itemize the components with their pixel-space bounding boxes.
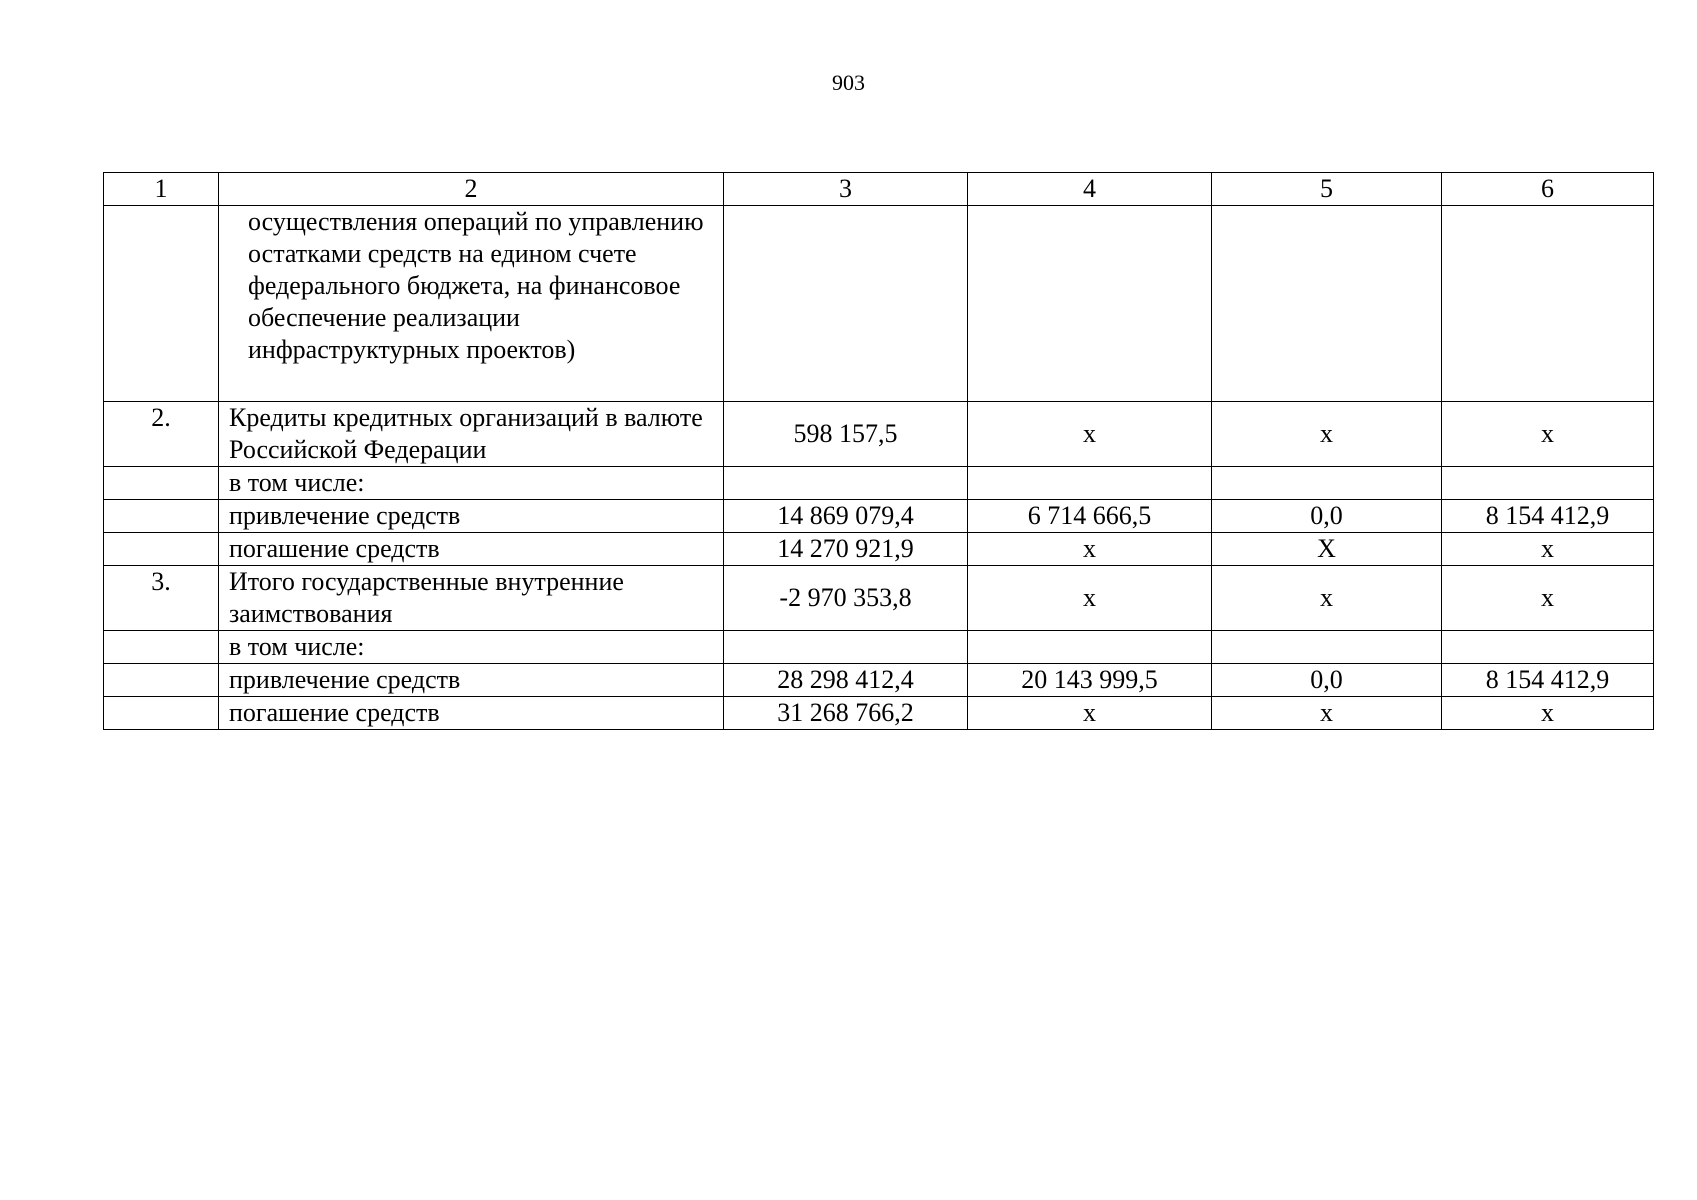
row-name: привлечение средств bbox=[219, 664, 724, 697]
table-row bbox=[104, 467, 1654, 500]
row-number bbox=[104, 500, 219, 533]
table-row bbox=[104, 206, 1654, 402]
row-name: Кредиты кредитных организаций в валюте Российской Федерации bbox=[219, 402, 724, 467]
cell-value bbox=[724, 631, 968, 664]
row-number: 3. bbox=[104, 566, 219, 631]
cell-value bbox=[724, 467, 968, 500]
cell-value bbox=[1212, 631, 1442, 664]
cell-value bbox=[968, 206, 1212, 402]
cell-value: х bbox=[1442, 533, 1654, 566]
borrowings-table bbox=[103, 172, 1654, 730]
cell-value: х bbox=[1442, 566, 1654, 631]
cell-value: х bbox=[968, 533, 1212, 566]
row-name: погашение средств bbox=[219, 697, 724, 730]
column-header: 2 bbox=[219, 173, 724, 206]
row-number bbox=[104, 533, 219, 566]
cell-value bbox=[968, 631, 1212, 664]
row-name: Итого государственные внутренние заимствования bbox=[219, 566, 724, 631]
column-header: 3 bbox=[724, 173, 968, 206]
row-name: осуществления операций по управлению остатками средств на едином счете федерального бюджета, на финансовое обеспечение реализации инфраструктурных проектов) bbox=[219, 206, 724, 402]
table-row bbox=[104, 664, 1654, 697]
table-row bbox=[104, 697, 1654, 730]
row-number bbox=[104, 664, 219, 697]
cell-value: 28 298 412,4 bbox=[724, 664, 968, 697]
cell-value: 31 268 766,2 bbox=[724, 697, 968, 730]
cell-value: х bbox=[968, 402, 1212, 467]
page-number: 903 bbox=[832, 70, 865, 95]
table-row bbox=[104, 566, 1654, 631]
column-header: 6 bbox=[1442, 173, 1654, 206]
cell-value: 14 869 079,4 bbox=[724, 500, 968, 533]
cell-value bbox=[968, 467, 1212, 500]
cell-value: 598 157,5 bbox=[724, 402, 968, 467]
column-header: 5 bbox=[1212, 173, 1442, 206]
cell-value bbox=[724, 206, 968, 402]
cell-value bbox=[1212, 206, 1442, 402]
cell-value bbox=[1442, 206, 1654, 402]
row-name: в том числе: bbox=[219, 631, 724, 664]
row-name: привлечение средств bbox=[219, 500, 724, 533]
table-row bbox=[104, 402, 1654, 467]
cell-value: 20 143 999,5 bbox=[968, 664, 1212, 697]
table-row bbox=[104, 631, 1654, 664]
table-row bbox=[104, 533, 1654, 566]
cell-value: -2 970 353,8 bbox=[724, 566, 968, 631]
cell-value bbox=[1442, 467, 1654, 500]
cell-value: х bbox=[1212, 566, 1442, 631]
row-name: погашение средств bbox=[219, 533, 724, 566]
cell-value bbox=[1442, 631, 1654, 664]
row-number bbox=[104, 467, 219, 500]
cell-value: х bbox=[1442, 402, 1654, 467]
cell-value: х bbox=[968, 566, 1212, 631]
row-number bbox=[104, 697, 219, 730]
cell-value: х bbox=[1212, 697, 1442, 730]
cell-value: 14 270 921,9 bbox=[724, 533, 968, 566]
table-row bbox=[104, 500, 1654, 533]
cell-value: х bbox=[1442, 697, 1654, 730]
cell-value: х bbox=[1212, 402, 1442, 467]
cell-value: х bbox=[968, 697, 1212, 730]
cell-value: 8 154 412,9 bbox=[1442, 664, 1654, 697]
row-number: 2. bbox=[104, 402, 219, 467]
cell-value: Х bbox=[1212, 533, 1442, 566]
cell-value: 8 154 412,9 bbox=[1442, 500, 1654, 533]
cell-value bbox=[1212, 467, 1442, 500]
row-number bbox=[104, 631, 219, 664]
column-number-row bbox=[104, 173, 1654, 206]
cell-value: 0,0 bbox=[1212, 664, 1442, 697]
column-header: 4 bbox=[968, 173, 1212, 206]
cell-value: 0,0 bbox=[1212, 500, 1442, 533]
cell-value: 6 714 666,5 bbox=[968, 500, 1212, 533]
row-name: в том числе: bbox=[219, 467, 724, 500]
row-number bbox=[104, 206, 219, 402]
column-header: 1 bbox=[104, 173, 219, 206]
